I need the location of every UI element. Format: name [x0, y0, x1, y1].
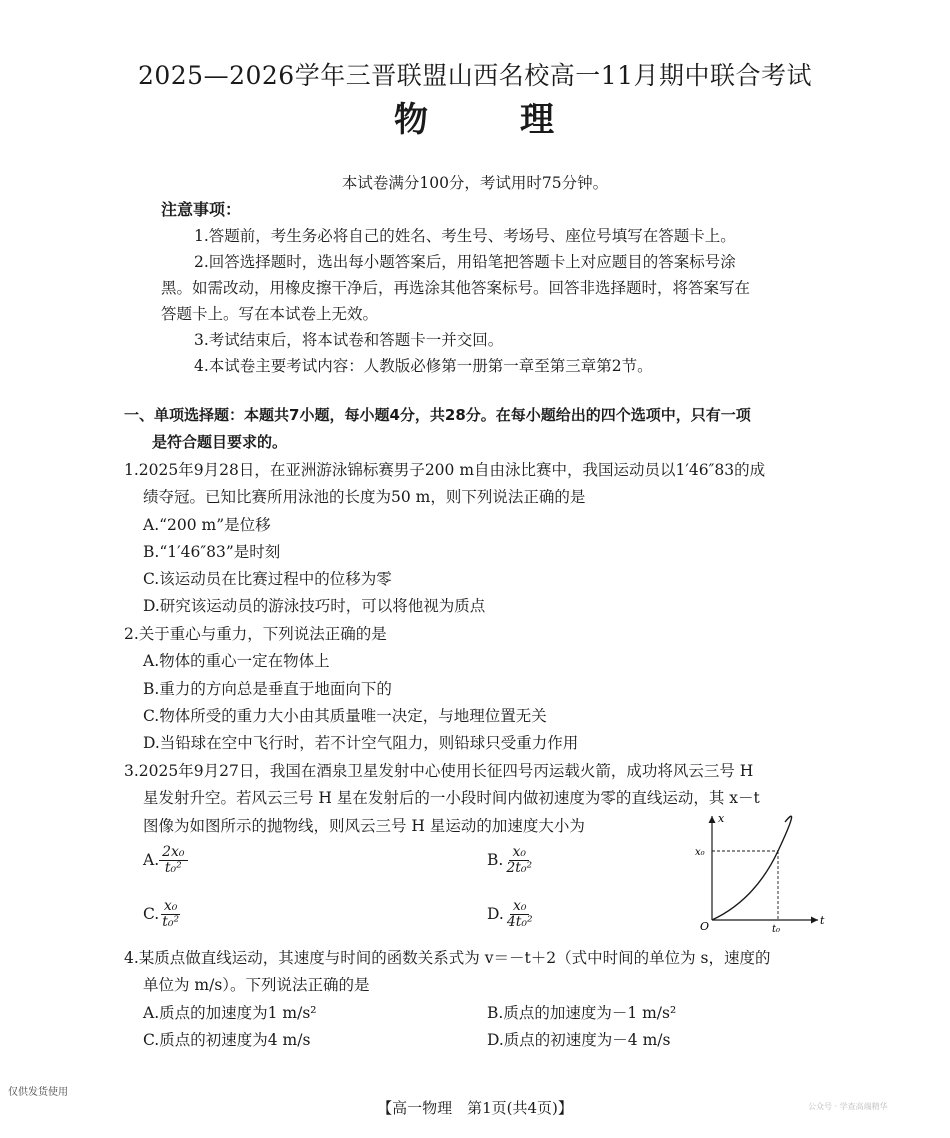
fraction-numerator: x₀	[509, 845, 529, 861]
notice-line: 1.答题前，考生务必将自己的姓名、考生号、考场号、座位号填写在答题卡上。	[194, 227, 736, 245]
question-2-option-a: A.物体的重心一定在物体上	[143, 652, 330, 670]
x-axis-label: t	[820, 914, 825, 927]
question-3-option-a: A. $\frac{\text{2x₀}}{\text{t₀²}}$	[143, 845, 188, 877]
fraction-numerator: 2x₀	[159, 845, 187, 861]
question-3-stem: 3.2025年9月27日，我国在酒泉卫星发射中心使用长征四号丙运载火箭，成功将风云三号 H	[124, 762, 754, 780]
fraction-denominator: t₀²	[164, 860, 182, 877]
exam-title: 2025—2026学年三晋联盟山西名校高一11月期中联合考试	[137, 61, 813, 90]
question-3-option-b: B. $\frac{\text{x₀}}{\text{2t₀²}}$	[487, 845, 535, 877]
x0-tick-label: x₀	[695, 847, 705, 858]
fraction-denominator: t₀²	[162, 914, 180, 931]
question-1-option-c: C.该运动员在比赛过程中的位移为零	[143, 570, 392, 588]
question-4-option-c: C.质点的初速度为4 m/s	[143, 1031, 311, 1049]
y-axis-label: x	[718, 812, 725, 825]
notice-line: 答题卡上。写在本试卷上无效。	[161, 305, 379, 323]
question-3-option-d: D. $\frac{\text{x₀}}{\text{4t₀²}}$	[487, 899, 536, 931]
question-2-option-b: B.重力的方向总是垂直于地面向下的	[143, 680, 392, 698]
question-2-option-c: C.物体所受的重力大小由其质量唯一决定，与地理位置无关	[143, 707, 547, 725]
question-1-option-d: D.研究该运动员的游泳技巧时，可以将他视为质点	[143, 597, 486, 615]
subject-char-1: 物	[394, 100, 430, 140]
side-note: 仅供发货使用	[8, 1087, 68, 1098]
notice-line: 4.本试卷主要考试内容：人教版必修第一册第一章至第三章第2节。	[194, 357, 653, 375]
notice-line: 黑。如需改动，用橡皮擦干净后，再选涂其他答案标号。回答非选择题时，将答案写在	[161, 279, 751, 297]
question-4-stem-cont: 单位为 m/s）。下列说法正确的是	[143, 976, 370, 994]
question-1-stem-cont: 绩夺冠。已知比赛所用泳池的长度为50 m，则下列说法正确的是	[143, 488, 586, 506]
question-2-stem: 2.关于重心与重力，下列说法正确的是	[124, 625, 387, 643]
fraction-denominator: 2t₀²	[506, 860, 533, 877]
question-4-stem: 4.某质点做直线运动，其速度与时间的函数关系式为 v＝－t＋2（式中时间的单位为 s，速度的	[124, 949, 771, 967]
question-4-option-a: A.质点的加速度为1 m/s²	[143, 1004, 317, 1022]
question-3-option-c: C. $\frac{\text{x₀}}{\text{t₀²}}$	[143, 899, 182, 931]
fraction-numerator: x₀	[510, 899, 530, 915]
question-1-option-b: B.“1′46″83”是时刻	[143, 543, 281, 561]
notice-heading: 注意事项：	[161, 200, 242, 219]
parabola-curve	[712, 816, 792, 920]
exam-intro: 本试卷满分100分，考试用时75分钟。	[341, 174, 609, 192]
fraction-denominator: 4t₀²	[506, 914, 533, 931]
origin-label: O	[700, 920, 710, 933]
section-heading-cont: 是符合题目要求的。	[152, 433, 288, 451]
question-3-stem-cont: 图像为如图所示的抛物线，则风云三号 H 星运动的加速度大小为	[143, 817, 585, 835]
notice-line: 2.回答选择题时，选出每小题答案后，用铅笔把答题卡上对应题目的答案标号涂	[194, 253, 736, 271]
subject-char-2: 理	[520, 100, 556, 140]
question-4-option-d: D.质点的初速度为－4 m/s	[487, 1031, 671, 1049]
section-heading: 一、单项选择题：本题共7小题，每小题4分，共28分。在每小题给出的四个选项中，只有一项	[124, 406, 751, 424]
notice-line: 3.考试结束后，将本试卷和答题卡一并交回。	[194, 331, 504, 349]
t0-tick-label: t₀	[772, 924, 781, 935]
watermark: 公众号 · 学查高端精华	[808, 1102, 888, 1111]
subject-title	[0, 92, 950, 141]
question-1-option-a: A.“200 m”是位移	[143, 516, 271, 534]
fraction-numerator: x₀	[161, 899, 181, 915]
question-4-option-b: B.质点的加速度为－1 m/s²	[487, 1004, 677, 1022]
question-2-option-d: D.当铅球在空中飞行时，若不计空气阻力，则铅球只受重力作用	[143, 734, 579, 752]
page-footer: 【高一物理 第1页(共4页)】	[377, 1099, 573, 1117]
x-t-graph	[690, 810, 830, 935]
question-3-stem-cont: 星发射升空。若风云三号 H 星在发射后的一小段时间内做初速度为零的直线运动，其 x－t	[143, 789, 760, 807]
question-1-stem: 1.2025年9月28日，在亚洲游泳锦标赛男子200 m自由泳比赛中，我国运动员以1′46″83的成	[124, 461, 766, 479]
